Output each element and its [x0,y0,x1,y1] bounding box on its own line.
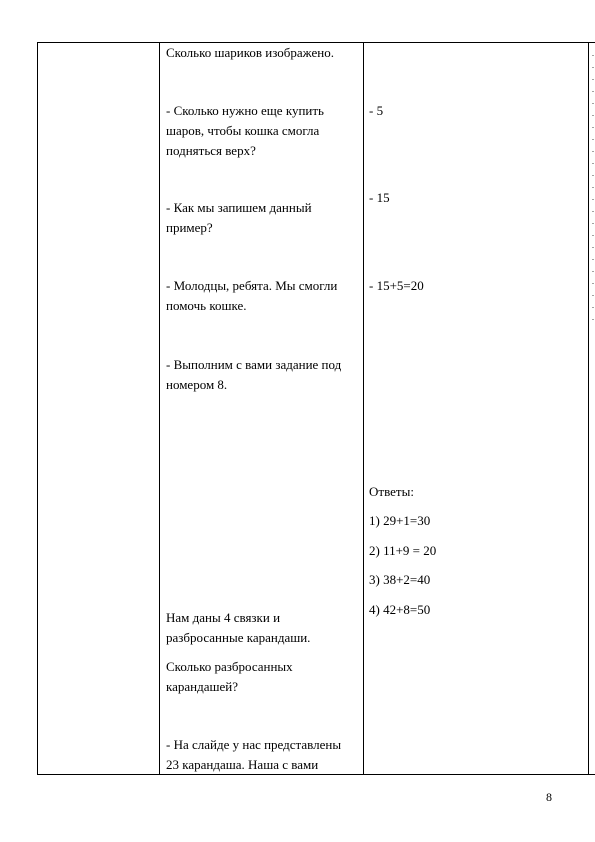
teacher-question-2: - Сколько нужно еще купить шаров, чтобы кошка смогла подняться верх? [166,103,324,158]
column-divider-2 [363,42,364,775]
page-number: 8 [546,790,552,804]
answers-heading: Ответы: [369,484,414,499]
student-answer-1: - 5 [369,103,384,118]
teacher-question-7: Сколько разбросанных карандашей? [166,659,293,694]
answers-list-item-3: 3) 38+2=40 [369,572,431,587]
side-column-marks: . . . . . . . . . . . . . . . . . . . . . . . [592,49,594,322]
teacher-question-1: Сколько шариков изображено. [166,45,334,60]
teacher-question-6: Нам даны 4 связки и разбросанные карандаши. [166,610,311,645]
table-border-left [37,42,38,775]
student-answer-3: - 15+5=20 [369,278,424,293]
answers-list-item-1: 1) 29+1=30 [369,513,431,528]
teacher-question-4: - Молодцы, ребята. Мы смогли помочь кошке. [166,278,338,313]
teacher-question-3: - Как мы запишем данный пример? [166,200,312,235]
answers-list-item-2: 2) 11+9 = 20 [369,543,437,558]
teacher-question-8: - На слайде у нас представлены 23 карандаша. Наша с вами [166,737,342,772]
answers-list-item-4: 4) 42+8=50 [369,602,431,617]
column-divider-3 [588,42,589,775]
column-divider-1 [159,42,160,775]
teacher-question-5: - Выполним с вами задание под номером 8. [166,357,342,392]
student-answer-2: - 15 [369,190,390,205]
